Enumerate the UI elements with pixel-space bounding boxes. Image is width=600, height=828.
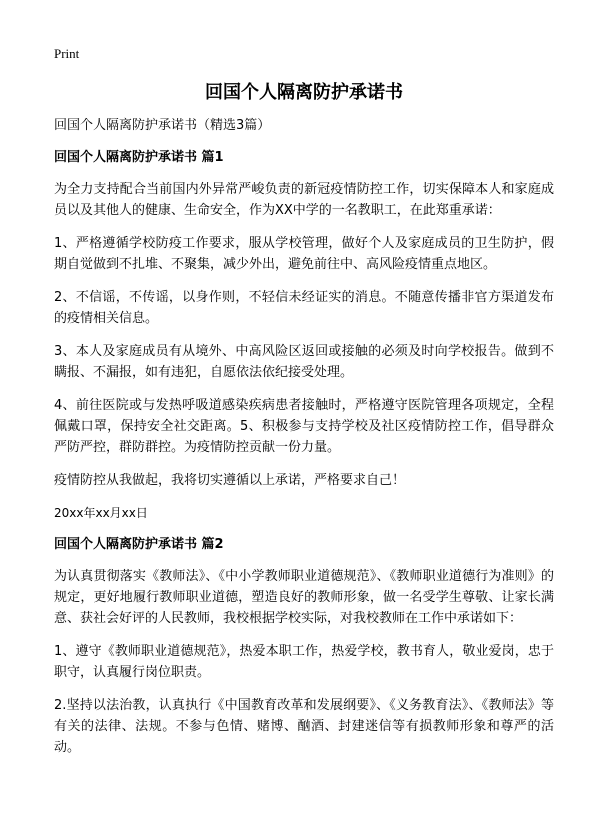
document-subtitle: 回国个人隔离防护承诺书（精选3篇）	[54, 118, 271, 133]
document-title: 回国个人隔离防护承诺书	[205, 82, 403, 103]
paragraph: 为认真贯彻落实《教师法》、《中小学教师职业道德规范》、《教师职业道德行为准则》的规定，更好地履行教师职业道德，塑造良好的教师形象，做一名受学生尊敬、让家长满意、获社会好评的人民教师，我校根据学校实际，对我校教师在工作中承诺如下：	[54, 569, 554, 626]
paragraph: 3、本人及家庭成员有从境外、中高风险区返回或接触的必须及时向学校报告。做到不瞒报、不漏报，如有违犯，自愿依法依纪接受处理。	[54, 344, 554, 380]
paragraph: 为全力支持配合当前国内外异常严峻负责的新冠疫情防控工作，切实保障本人和家庭成员以及其他人的健康、生命安全，作为XX中学的一名教职工，在此郑重承诺：	[54, 182, 554, 218]
section-heading: 回国个人隔离防护承诺书 篇1	[54, 150, 224, 165]
paragraph: 1、严格遵循学校防疫工作要求，服从学校管理，做好个人及家庭成员的卫生防护，假期自觉做到不扎堆、不聚集，减少外出，避免前往中、高风险疫情重点地区。	[54, 236, 554, 272]
paragraph: 2.坚持以法治教，认真执行《中国教育改革和发展纲要》、《义务教育法》、《教师法》等有关的法律、法规。不参与色情、赌博、酗酒、封建迷信等有损教师形象和尊严的活动。	[54, 698, 554, 755]
section-heading: 回国个人隔离防护承诺书 篇2	[54, 537, 224, 552]
paragraph: 2、不信谣，不传谣，以身作则，不轻信未经证实的消息。不随意传播非官方渠道发布的疫情相关信息。	[54, 290, 554, 326]
paragraph: 疫情防控从我做起，我将切实遵循以上承诺，严格要求自己！	[54, 473, 406, 488]
print-link[interactable]: Print	[54, 46, 80, 61]
section-2	[54, 535, 554, 758]
signature-date: 20xx年xx月xx日	[54, 506, 148, 520]
paragraph: 1、遵守《教师职业道德规范》，热爱本职工作，热爱学校，教书育人，敬业爱岗，忠于职守，认真履行岗位职责。	[54, 644, 554, 680]
section-1	[54, 148, 554, 523]
paragraph: 4、前往医院或与发热呼吸道感染疾病患者接触时，严格遵守医院管理各项规定，全程佩戴口罩，保持安全社交距离。5、积极参与支持学校及社区疫情防控工作，倡导群众严防严控，群防群控。为疫情防控贡献一份力量。	[54, 398, 554, 455]
